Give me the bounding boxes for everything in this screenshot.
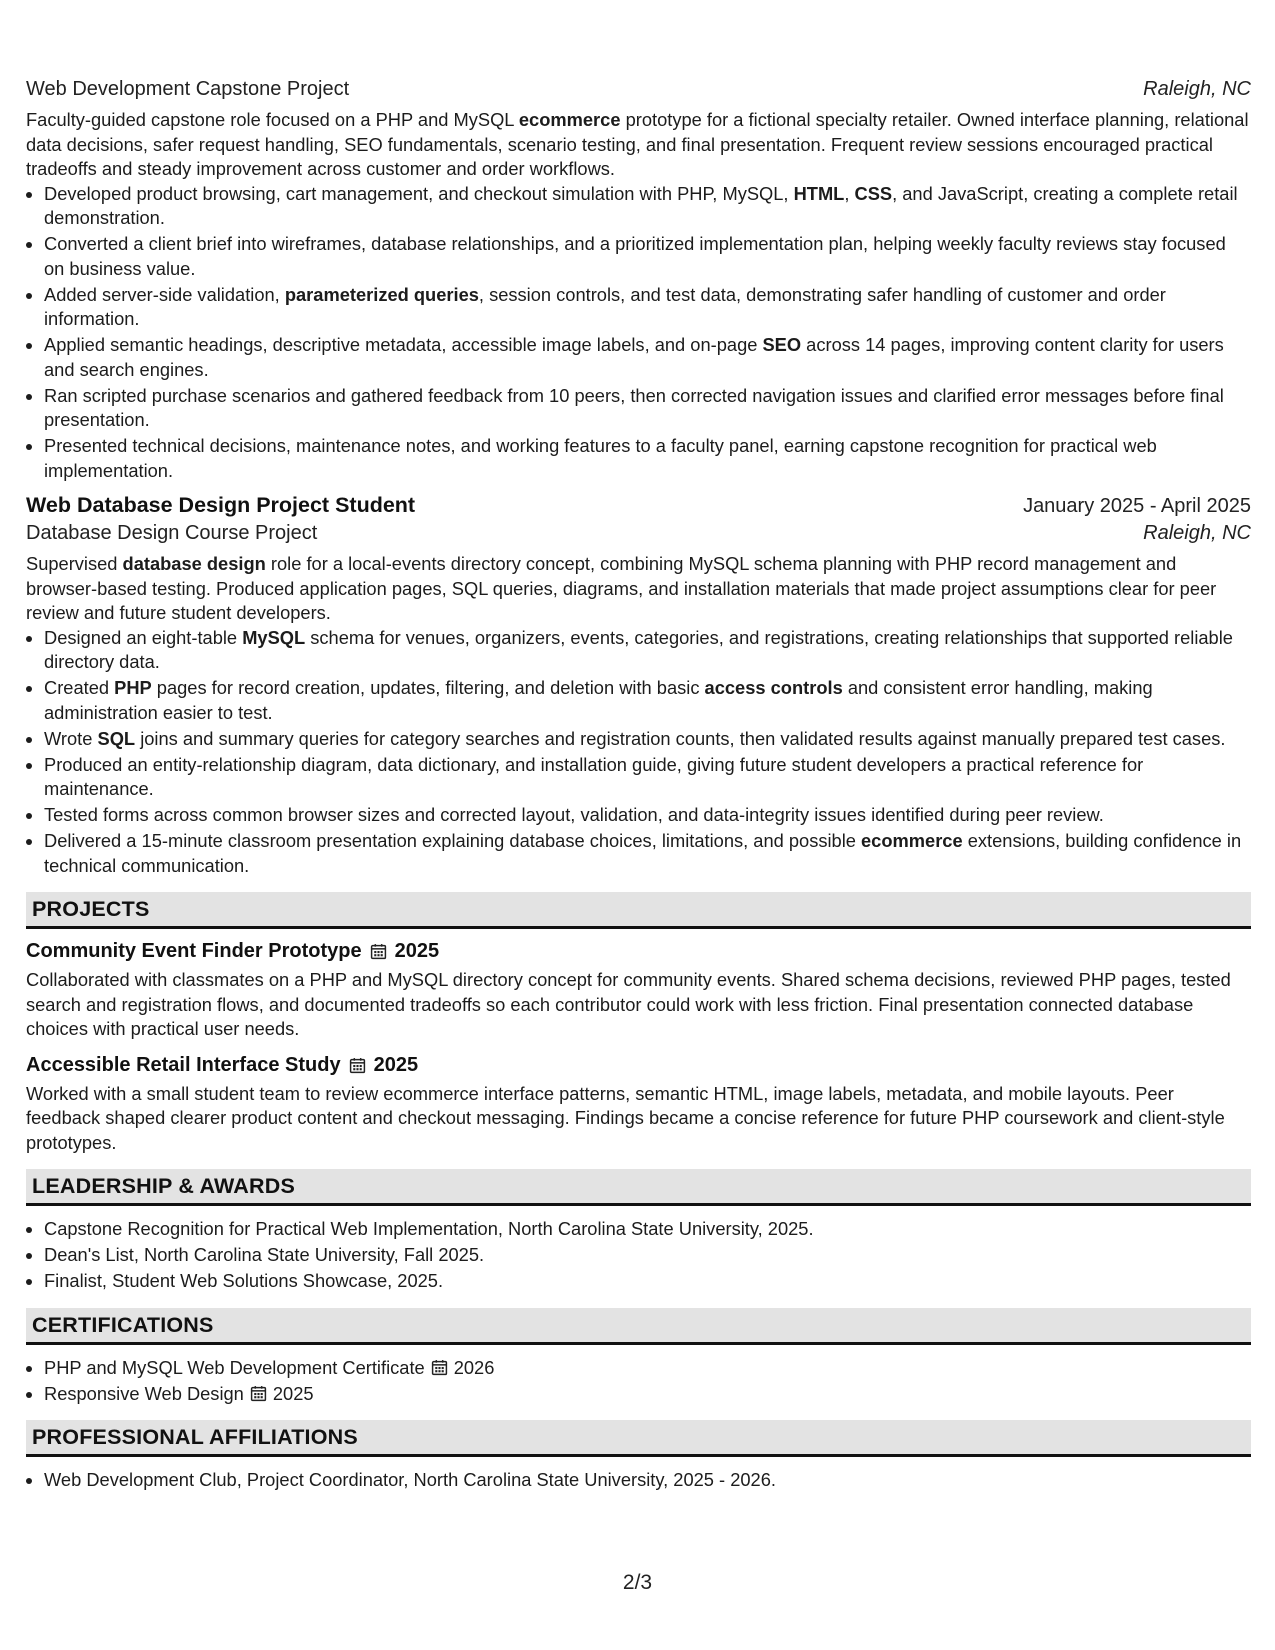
list-item: • Designed an eight-table MySQL schema for venues, organizers, events, categories, and registrations, creating relationships that supported reliable directory data. — [44, 626, 1251, 675]
certification-list — [44, 1356, 1251, 1407]
role-summary: Faculty-guided capstone role focused on a PHP and MySQL ecommerce prototype for a fictional specialty retailer. Owned interface planning, relational data decisions, safer request handling, SEO fundamentals, scenario testing, and final presentation. Frequent review sessions encouraged practical tradeoffs and steady improvement across customer and order workflows. — [26, 109, 1249, 179]
experience-database-design — [26, 493, 1251, 878]
list-item: • Developed product browsing, cart management, and checkout simulation with PHP, MySQL, HTML, CSS, and JavaScript, creating a complete retail demonstration. — [44, 182, 1251, 231]
list-item: • Created PHP pages for record creation, updates, filtering, and deletion with basic access controls and consistent error handling, making administration easier to test. — [44, 676, 1251, 725]
list-item: • Converted a client brief into wireframes, database relationships, and a prioritized implementation plan, helping weekly faculty reviews stay focused on business value. — [44, 232, 1251, 281]
section-heading-certifications: CERTIFICATIONS — [26, 1308, 1251, 1345]
list-item: • Produced an entity-relationship diagram, data dictionary, and installation guide, giving future student developers a practical reference for maintenance. — [44, 753, 1251, 802]
project-year: 2025 — [373, 1053, 419, 1076]
role-title: Web Database Design Project Student — [26, 493, 416, 517]
location: Raleigh, NC — [1143, 522, 1251, 544]
list-item: • Applied semantic headings, descriptive metadata, accessible image labels, and on-page SEO across 14 pages, improving content clarity for users and search engines. — [44, 333, 1251, 382]
section-heading-leadership: LEADERSHIP & AWARDS — [26, 1169, 1251, 1206]
project-name: Accessible Retail Interface Study — [26, 1053, 341, 1076]
organization-name: Web Development Capstone Project — [26, 78, 350, 100]
project-description: Worked with a small student team to review ecommerce interface patterns, semantic HTML, image labels, metadata, and mobile layouts. Peer feedback shaped clearer product content and checkout messaging. Findings became a concise reference for future PHP coursework and client-style prototypes. — [26, 1082, 1225, 1153]
list-item: • Capstone Recognition for Practical Web Implementation, North Carolina State University, 2025. — [44, 1217, 1251, 1242]
list-item: • Web Development Club, Project Coordinator, North Carolina State University, 2025 - 2026. — [44, 1468, 1251, 1493]
project-description: Collaborated with classmates on a PHP and MySQL directory concept for community events. Shared schema decisions, reviewed PHP pages, tested search and registration flows, and documented tradeoffs so each contributor could work with less friction. Final presentation connected database choices with practical user needs. — [26, 969, 1231, 1039]
certification-name: • Responsive Web Design — [44, 1382, 244, 1404]
list-item: • Tested forms across common browser sizes and corrected layout, validation, and data-integrity issues identified during peer review. — [44, 803, 1251, 828]
project-year: 2025 — [394, 940, 440, 962]
calendar-icon — [250, 1385, 267, 1402]
list-item: • Ran scripted purchase scenarios and gathered feedback from 10 peers, then corrected navigation issues and clarified error messages before final presentation. — [44, 384, 1251, 433]
project-item — [26, 940, 1251, 1042]
section-heading-projects: PROJECTS — [26, 892, 1251, 929]
date-range: January 2025 - April 2025 — [1023, 495, 1251, 517]
location: Raleigh, NC — [1143, 78, 1251, 100]
affiliation-list — [44, 1468, 1251, 1493]
calendar-icon — [349, 1057, 366, 1074]
project-name: Community Event Finder Prototype — [26, 940, 362, 962]
list-item: • Delivered a 15-minute classroom presentation explaining database choices, limitations, and possible ecommerce extensions, building confidence in technical communication. — [44, 829, 1251, 878]
experience-capstone — [26, 78, 1251, 483]
achievement-list — [44, 182, 1251, 484]
list-item: • Presented technical decisions, maintenance notes, and working features to a faculty panel, earning capstone recognition for practical web implementation. — [44, 434, 1251, 483]
calendar-icon — [431, 1359, 448, 1376]
list-item: • Added server-side validation, parameterized queries, session controls, and test data, demonstrating safer handling of customer and order information. — [44, 283, 1251, 332]
page-number: 2/3 — [622, 1571, 653, 1594]
organization-name: Database Design Course Project — [26, 522, 318, 544]
section-heading-affiliations: PROFESSIONAL AFFILIATIONS — [26, 1420, 1251, 1457]
achievement-list — [44, 626, 1251, 879]
certification-year: 2025 — [272, 1382, 314, 1404]
list-item: • Finalist, Student Web Solutions Showcase, 2025. — [44, 1269, 1251, 1294]
certification-year: 2026 — [453, 1356, 495, 1378]
list-item: • Wrote SQL joins and summary queries for category searches and registration counts, then validated results against manually prepared test cases. — [44, 727, 1251, 752]
resume-page — [26, 78, 1251, 1494]
list-item: • Dean's List, North Carolina State University, Fall 2025. — [44, 1243, 1251, 1268]
list-item — [44, 1356, 1251, 1381]
certification-name: • PHP and MySQL Web Development Certificate — [44, 1356, 425, 1378]
role-summary: Supervised database design role for a local-events directory concept, combining MySQL schema planning with PHP record management and browser-based testing. Produced application pages, SQL queries, diagrams, and installation materials that made project assumptions clear for peer review and future student developers. — [26, 553, 1217, 623]
list-item — [44, 1382, 1251, 1407]
calendar-icon — [370, 943, 387, 960]
leadership-list — [44, 1217, 1251, 1294]
project-item — [26, 1054, 1251, 1156]
